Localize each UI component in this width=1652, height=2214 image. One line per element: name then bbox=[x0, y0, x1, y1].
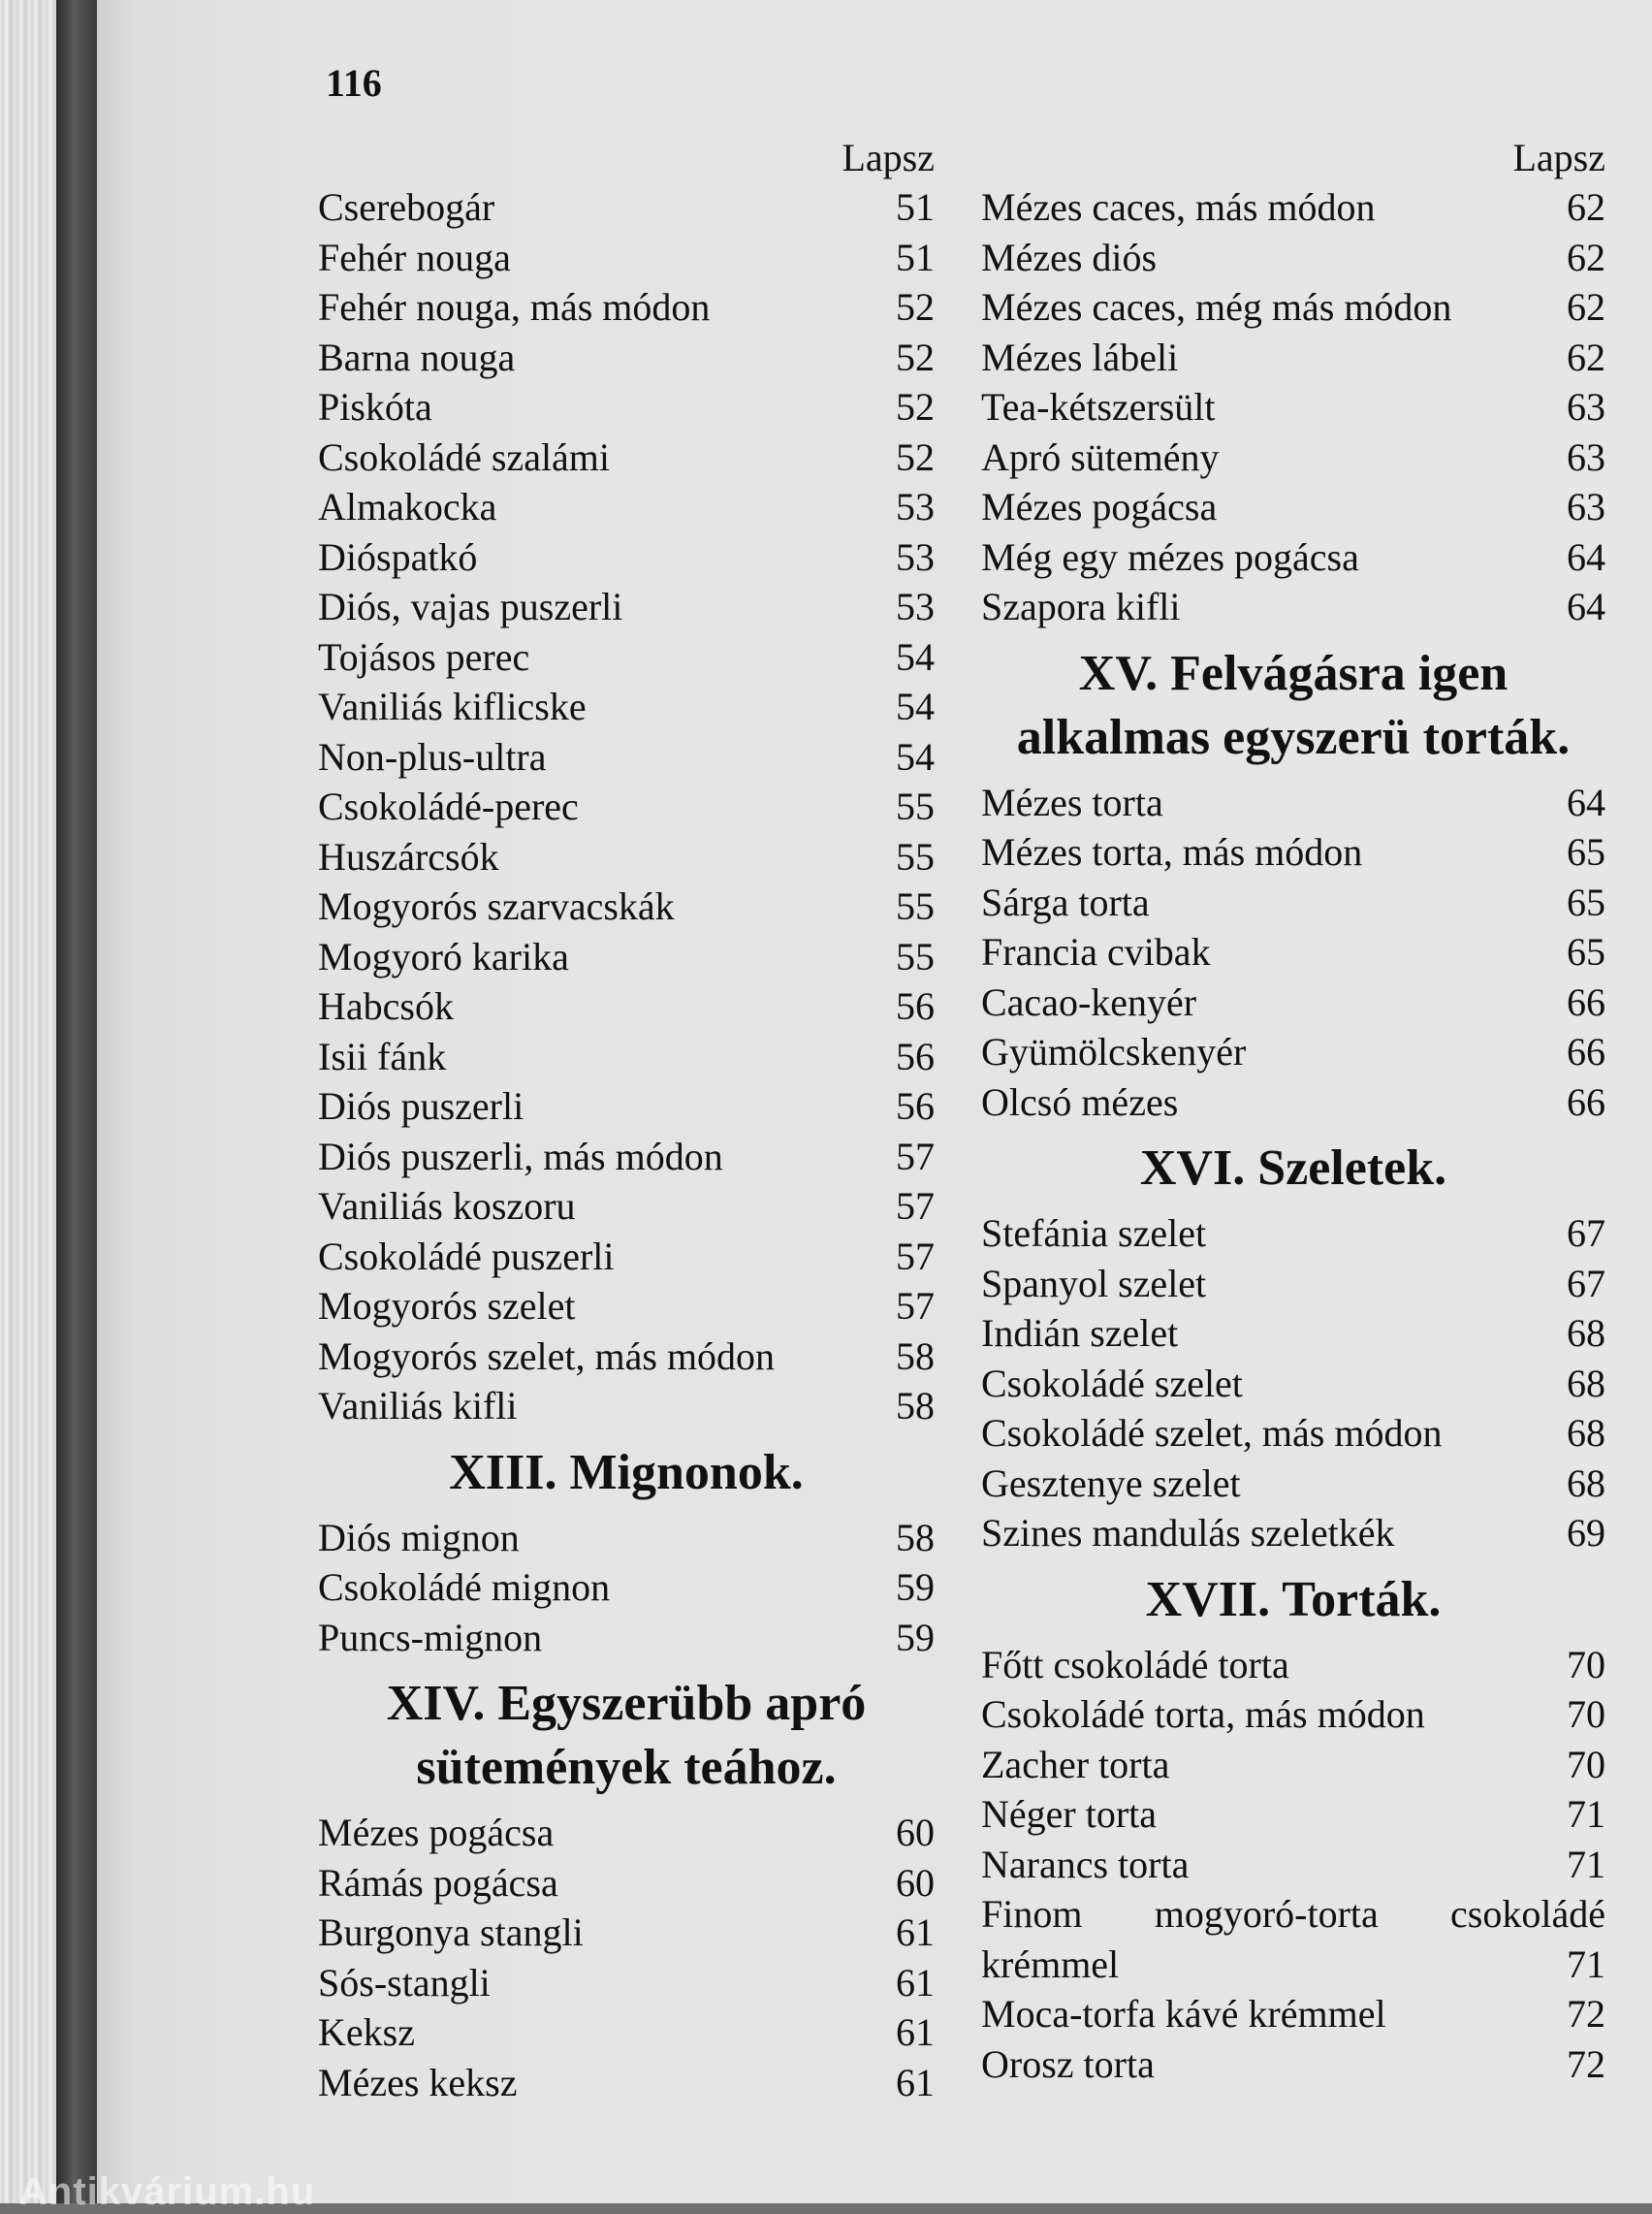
section-title-xv-line1: XV. Felvágásra igen bbox=[1078, 645, 1509, 701]
toc-entry-page: 67 bbox=[1567, 1261, 1605, 1305]
toc-entry bbox=[981, 778, 1605, 828]
toc-entry bbox=[981, 1840, 1605, 1890]
toc-entry bbox=[318, 1958, 935, 2008]
toc-entry-title: Cacao-kenyér bbox=[981, 979, 1197, 1024]
toc-entry bbox=[318, 382, 935, 433]
toc-entry-page: 60 bbox=[896, 1811, 935, 1854]
toc-entry bbox=[318, 1032, 935, 1082]
toc-entry-title: Diós, vajas puszerli bbox=[318, 585, 623, 628]
toc-entry bbox=[318, 1281, 935, 1332]
toc-entry bbox=[318, 1081, 935, 1132]
right-column bbox=[981, 134, 1605, 2089]
toc-entry-title: Mogyoró karika bbox=[318, 934, 569, 979]
toc-entry-page: 68 bbox=[1567, 1311, 1605, 1355]
toc-entry-title: Sárga torta bbox=[981, 880, 1150, 924]
toc-entry bbox=[981, 582, 1605, 632]
toc-entry bbox=[318, 1858, 935, 1909]
left-column bbox=[318, 134, 935, 2107]
lapsz-header-right: Lapsz bbox=[1512, 136, 1605, 179]
toc-entry-title: Gyümölcskenyér bbox=[981, 1030, 1247, 1074]
toc-entry-page: 70 bbox=[1567, 1642, 1605, 1686]
toc-entry-title: Keksz bbox=[318, 2010, 415, 2054]
wrapped-page-number: 71 bbox=[1567, 1941, 1605, 1986]
toc-entry bbox=[981, 233, 1605, 283]
entries-right-c bbox=[981, 1208, 1605, 1558]
toc-entry-page: 63 bbox=[1567, 485, 1605, 529]
toc-entry bbox=[981, 1989, 1605, 2039]
toc-entry-page: 72 bbox=[1567, 2041, 1605, 2086]
toc-entry-page: 55 bbox=[896, 934, 935, 979]
toc-entry-title: Vaniliás kiflicske bbox=[318, 685, 587, 728]
toc-entry-title: Burgonya stangli bbox=[318, 1910, 584, 1954]
toc-entry-page: 62 bbox=[1567, 335, 1605, 379]
toc-entry-page: 71 bbox=[1567, 1792, 1605, 1836]
toc-entry-page: 66 bbox=[1567, 979, 1605, 1024]
toc-entry bbox=[318, 981, 935, 1032]
toc-entry-page: 64 bbox=[1567, 585, 1605, 628]
toc-entry bbox=[981, 482, 1605, 532]
toc-entry-title: Spanyol szelet bbox=[981, 1261, 1207, 1305]
toc-entry-title: Huszárcsók bbox=[318, 834, 499, 879]
toc-entry-page: 57 bbox=[896, 1284, 935, 1328]
entries-right-e bbox=[981, 1989, 1605, 2089]
toc-entry bbox=[318, 932, 935, 982]
toc-entry-title: Sós-stangli bbox=[318, 1960, 491, 2005]
toc-entry-page: 65 bbox=[1567, 880, 1605, 924]
toc-entry-title: Tojásos perec bbox=[318, 634, 530, 679]
toc-entry-title: Mézes keksz bbox=[318, 2060, 518, 2104]
toc-entry-page: 65 bbox=[1567, 830, 1605, 874]
toc-entry-page: 61 bbox=[896, 2060, 935, 2104]
toc-entry-title: Fehér nouga bbox=[318, 235, 511, 279]
wrapped-word-2: mogyoró-torta bbox=[1154, 1892, 1379, 1936]
toc-entry-title: Zacher torta bbox=[981, 1742, 1170, 1786]
toc-entry bbox=[981, 1208, 1605, 1259]
toc-entry-title: Főtt csokoládé torta bbox=[981, 1642, 1289, 1686]
toc-entry-title: Apró sütemény bbox=[981, 434, 1220, 479]
toc-entry-page: 54 bbox=[896, 734, 935, 779]
toc-entry-page: 61 bbox=[896, 1910, 935, 1954]
toc-entry-title: Mézes pogácsa bbox=[318, 1811, 555, 1854]
toc-entry-page: 57 bbox=[896, 1134, 935, 1178]
toc-entry-page: 52 bbox=[896, 385, 935, 429]
toc-entry-page: 61 bbox=[896, 2010, 935, 2054]
toc-entry-title: Tea-kétszersült bbox=[981, 385, 1216, 429]
entries-right-b bbox=[981, 778, 1605, 1128]
toc-entry-title: Mézes diós bbox=[981, 235, 1158, 279]
toc-entry bbox=[981, 1640, 1605, 1690]
toc-entry-title: Mogyorós szelet bbox=[318, 1284, 576, 1328]
toc-entry bbox=[318, 1562, 935, 1613]
entries-left-b bbox=[318, 1513, 935, 1663]
section-title-xvii: XVII. Torták. bbox=[1145, 1571, 1442, 1627]
toc-entry-page: 67 bbox=[1567, 1211, 1605, 1255]
wrapped-word-3: csokoládé bbox=[1450, 1892, 1605, 1936]
toc-entry-title: Diós puszerli, más módon bbox=[318, 1134, 723, 1178]
toc-entry bbox=[318, 233, 935, 283]
watermark: Antikvárium.hu bbox=[19, 2170, 316, 2213]
toc-entry-title: Indián szelet bbox=[981, 1311, 1179, 1355]
lapsz-header-left: Lapsz bbox=[842, 136, 935, 179]
toc-entry-page: 61 bbox=[896, 1960, 935, 2005]
toc-entry bbox=[318, 1908, 935, 1958]
toc-entry bbox=[981, 2039, 1605, 2090]
toc-entry bbox=[981, 1077, 1605, 1128]
toc-entry bbox=[318, 1232, 935, 1282]
toc-entry-page: 60 bbox=[896, 1860, 935, 1905]
toc-entry bbox=[318, 832, 935, 882]
toc-entry-page: 69 bbox=[1567, 1511, 1605, 1555]
entries-right-d bbox=[981, 1640, 1605, 1890]
toc-entry-title: Gesztenye szelet bbox=[981, 1460, 1241, 1505]
toc-entry-page: 63 bbox=[1567, 434, 1605, 479]
toc-entry bbox=[318, 182, 935, 233]
toc-entry-title: Cserebogár bbox=[318, 185, 495, 229]
toc-entry bbox=[318, 1132, 935, 1182]
toc-entry-title: Csokoládé mignon bbox=[318, 1565, 611, 1609]
toc-entry-title: Mézes caces, még más módon bbox=[981, 285, 1452, 329]
toc-entry bbox=[981, 1508, 1605, 1558]
toc-entry-page: 53 bbox=[896, 585, 935, 628]
toc-entry bbox=[318, 1381, 935, 1431]
toc-entry bbox=[318, 582, 935, 632]
toc-entry-title: Mogyorós szelet, más módon bbox=[318, 1333, 776, 1378]
toc-entry-title: Mogyorós szarvacskák bbox=[318, 884, 675, 928]
toc-entry-page: 58 bbox=[896, 1384, 935, 1428]
toc-entry bbox=[318, 782, 935, 832]
toc-entry bbox=[318, 732, 935, 783]
toc-entry-title: Almakocka bbox=[318, 485, 497, 529]
toc-entry-title: Néger torta bbox=[981, 1792, 1158, 1836]
toc-entry-page: 55 bbox=[896, 834, 935, 879]
toc-entry-title: Csokoládé szalámi bbox=[318, 434, 611, 479]
toc-entry-page: 62 bbox=[1567, 235, 1605, 279]
toc-entry bbox=[981, 1689, 1605, 1740]
toc-entry bbox=[981, 927, 1605, 978]
section-title-xiv-line2: sütemények teához. bbox=[416, 1740, 837, 1795]
toc-entry-page: 52 bbox=[896, 285, 935, 329]
toc-entry-title: Dióspatkó bbox=[318, 534, 478, 579]
toc-entry-title: Fehér nouga, más módon bbox=[318, 285, 711, 329]
toc-entry-title: Mézes caces, más módon bbox=[981, 185, 1376, 229]
toc-entry bbox=[981, 282, 1605, 333]
toc-entry-title: Csokoládé puszerli bbox=[318, 1234, 615, 1278]
toc-entry-page: 64 bbox=[1567, 534, 1605, 579]
toc-entry bbox=[981, 878, 1605, 928]
toc-entry-page: 54 bbox=[896, 634, 935, 679]
toc-entry-title: Narancs torta bbox=[981, 1842, 1190, 1886]
toc-entry-title: Szines mandulás szeletkék bbox=[981, 1511, 1395, 1555]
toc-entry-title: Csokoládé szelet bbox=[981, 1361, 1243, 1405]
toc-entry-page: 55 bbox=[896, 884, 935, 928]
toc-entry-title: Még egy mézes pogácsa bbox=[981, 534, 1359, 579]
toc-entry-page: 55 bbox=[896, 785, 935, 828]
toc-entry bbox=[318, 282, 935, 333]
toc-entry-title: Francia cvibak bbox=[981, 930, 1211, 974]
section-title-xvi: XVI. Szeletek. bbox=[1139, 1140, 1447, 1196]
toc-entry-title: Csokoládé szelet, más módon bbox=[981, 1411, 1443, 1455]
book-spine bbox=[56, 0, 99, 2203]
toc-entry bbox=[981, 827, 1605, 878]
toc-entry-title: Orosz torta bbox=[981, 2041, 1155, 2086]
toc-entry-page: 58 bbox=[896, 1333, 935, 1378]
toc-entry-page: 51 bbox=[896, 235, 935, 279]
toc-entry bbox=[318, 1513, 935, 1563]
toc-entry bbox=[981, 182, 1605, 233]
toc-entry-page: 68 bbox=[1567, 1411, 1605, 1455]
toc-entry-page: 52 bbox=[896, 434, 935, 479]
toc-entry bbox=[318, 482, 935, 532]
toc-entry-page: 56 bbox=[896, 1034, 935, 1078]
toc-entry-title: Szapora kifli bbox=[981, 585, 1181, 628]
toc-entry-title: Vaniliás koszoru bbox=[318, 1184, 576, 1228]
toc-entry-title: Diós puszerli bbox=[318, 1084, 524, 1128]
toc-entry bbox=[981, 1459, 1605, 1509]
toc-entry-page: 63 bbox=[1567, 385, 1605, 429]
toc-entry-title: Non-plus-ultra bbox=[318, 734, 547, 779]
toc-entry-page: 68 bbox=[1567, 1361, 1605, 1405]
toc-entry bbox=[981, 978, 1605, 1028]
toc-entry-title: Mézes lábeli bbox=[981, 335, 1179, 379]
toc-entry bbox=[318, 2058, 935, 2108]
section-title-xiv-line1: XIV. Egyszerübb apró bbox=[386, 1676, 867, 1731]
toc-entry-page: 53 bbox=[896, 534, 935, 579]
toc-entry bbox=[981, 1740, 1605, 1790]
section-title-xv bbox=[981, 642, 1605, 770]
toc-entry-page: 56 bbox=[896, 1084, 935, 1128]
toc-entry-title: Vaniliás kifli bbox=[318, 1384, 518, 1428]
toc-entry-title: Mézes torta, más módon bbox=[981, 830, 1363, 874]
toc-entry-title: Mézes pogácsa bbox=[981, 485, 1218, 529]
toc-entry-title: Mézes torta bbox=[981, 780, 1163, 824]
toc-entry bbox=[981, 333, 1605, 383]
toc-entry bbox=[981, 1408, 1605, 1459]
toc-entry-page: 68 bbox=[1567, 1460, 1605, 1505]
toc-entry-page: 59 bbox=[896, 1565, 935, 1609]
toc-entry-page: 64 bbox=[1567, 780, 1605, 824]
toc-entry-title: Barna nouga bbox=[318, 335, 516, 379]
toc-entry-title: Rámás pogácsa bbox=[318, 1860, 558, 1905]
toc-entry-page: 57 bbox=[896, 1184, 935, 1228]
toc-entry bbox=[981, 1789, 1605, 1840]
toc-entry-title: Habcsók bbox=[318, 984, 454, 1028]
toc-entry bbox=[318, 632, 935, 683]
toc-entry-page: 53 bbox=[896, 485, 935, 529]
toc-entry-title: Csokoládé-perec bbox=[318, 785, 579, 828]
toc-entry bbox=[318, 1808, 935, 1858]
toc-entry-page: 65 bbox=[1567, 930, 1605, 974]
toc-entry-page: 66 bbox=[1567, 1030, 1605, 1074]
toc-entry bbox=[981, 382, 1605, 433]
toc-entry-page: 71 bbox=[1567, 1842, 1605, 1886]
toc-entry-page: 59 bbox=[896, 1615, 935, 1659]
toc-entry bbox=[318, 333, 935, 383]
toc-entry-title: Diós mignon bbox=[318, 1515, 520, 1559]
entries-left-a bbox=[318, 182, 935, 1431]
toc-entry-page: 51 bbox=[896, 185, 935, 229]
toc-entry-page: 66 bbox=[1567, 1079, 1605, 1124]
entries-left-c bbox=[318, 1808, 935, 2107]
toc-entry bbox=[318, 532, 935, 583]
toc-entry-title: Isii fánk bbox=[318, 1034, 447, 1078]
toc-entry-page: 72 bbox=[1567, 1992, 1605, 2036]
toc-entry-page: 54 bbox=[896, 685, 935, 728]
toc-entry bbox=[318, 682, 935, 732]
toc-entry-wrapped bbox=[981, 1889, 1605, 1989]
toc-entry-title: Puncs-mignon bbox=[318, 1615, 543, 1659]
toc-entry-page: 62 bbox=[1567, 285, 1605, 329]
toc-entry-title: Stefánia szelet bbox=[981, 1211, 1207, 1255]
toc-entry-page: 70 bbox=[1567, 1692, 1605, 1736]
toc-entry bbox=[981, 532, 1605, 583]
toc-entry bbox=[318, 1332, 935, 1382]
toc-entry-title: Piskóta bbox=[318, 385, 432, 429]
toc-entry bbox=[318, 1613, 935, 1663]
toc-entry-page: 58 bbox=[896, 1515, 935, 1559]
toc-entry-page: 52 bbox=[896, 335, 935, 379]
toc-entry bbox=[981, 1359, 1605, 1409]
toc-entry-title: Csokoládé torta, más módon bbox=[981, 1692, 1425, 1736]
toc-entry bbox=[318, 433, 935, 483]
toc-entry-title: Moca-torfa kávé krémmel bbox=[981, 1992, 1386, 2036]
toc-entry bbox=[981, 433, 1605, 483]
section-title-xv-line2: alkalmas egyszerü torták. bbox=[1016, 709, 1571, 765]
toc-entry-page: 56 bbox=[896, 984, 935, 1028]
toc-entry bbox=[318, 2007, 935, 2058]
background-wood bbox=[0, 0, 56, 2203]
toc-entry-title: Olcsó mézes bbox=[981, 1079, 1179, 1124]
wrapped-line-2: krémmel bbox=[981, 1941, 1120, 1986]
page-number: 116 bbox=[326, 61, 382, 105]
wrapped-word-1: Finom bbox=[981, 1892, 1083, 1936]
toc-entry-page: 62 bbox=[1567, 185, 1605, 229]
toc-entry bbox=[318, 882, 935, 932]
toc-entry-page: 70 bbox=[1567, 1742, 1605, 1786]
section-title-xiii: XIII. Mignonok. bbox=[449, 1444, 804, 1500]
toc-entry bbox=[318, 1181, 935, 1232]
toc-entry bbox=[981, 1259, 1605, 1309]
entries-right-a bbox=[981, 182, 1605, 632]
toc-entry-page: 57 bbox=[896, 1234, 935, 1278]
section-title-xiv bbox=[318, 1672, 935, 1800]
toc-entry bbox=[981, 1027, 1605, 1077]
toc-entry bbox=[981, 1308, 1605, 1359]
